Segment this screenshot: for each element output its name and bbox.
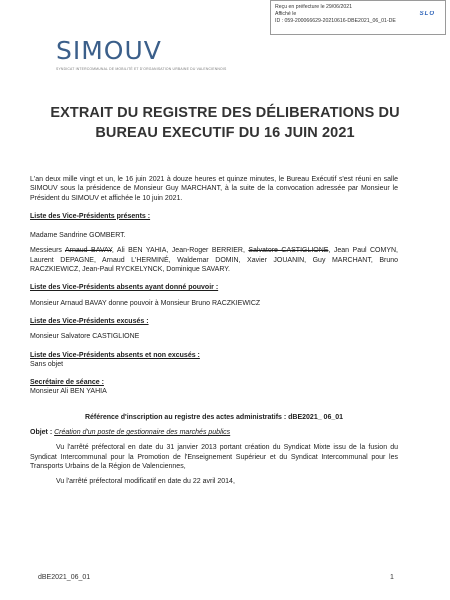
secretary-heading: Secrétaire de séance : — [30, 379, 104, 387]
stamp-posted-line: Affiché le — [275, 11, 297, 17]
page-number: 1 — [390, 574, 394, 581]
logo-subtitle: SYNDICAT INTERCOMMUNAL DE MOBILITÉ ET D'ORGANISATION URBAINE DU VALENCIENNOIS — [56, 67, 227, 71]
footer-reference: dBE2021_06_01 — [38, 574, 91, 581]
excused-text: Monsieur Salvatore CASTIGLIONE — [30, 333, 140, 341]
document-body — [30, 175, 398, 487]
stamp-id-line: ID : 059-200066629-20210616-DBE2021_06_01-DE — [275, 18, 396, 24]
stamp-posted-row — [275, 11, 441, 18]
absent-unexcused-heading: Liste des Vice-Présidents absents et non excusés : — [30, 351, 200, 359]
present-messieurs: Messieurs Arnaud BAVAY, Ali BEN YAHIA, Jean-Roger BERRIER, Salvatore CASTIGLIONE, Jean Paul COMYN, Laurent DEPAGNE, Arnaud L'HERMINÉ, Waldemar DOMIN, Xavier JOUANIN, Guy MARCHANT, Bruno RACZKIEWICZ, Jean-Paul RYCKELYNCK, Dominique SAVARY. — [30, 247, 398, 274]
vu-paragraph-1: Vu l'arrêté préfectoral en date du 31 janvier 2013 portant création du Syndicat Mixte issu de la fusion du Syndicat Intercommunal pour la Promotion de l'Enseignement Supérieur et du Syndicat Intercommunal pour les Transports Urbains de la Région de Valenciennes, — [30, 444, 398, 470]
present-heading: Liste des Vice-Présidents présents : — [30, 212, 151, 220]
title-line-1: EXTRAIT DU REGISTRE DES DÉLIBERATIONS DU — [50, 105, 400, 121]
title-line-2: BUREAU EXECUTIF DU 16 JUIN 2021 — [95, 125, 355, 141]
secretary-text: Monsieur Ali BEN YAHIA — [30, 388, 107, 396]
struck-name-bavay: Arnaud BAVAY — [64, 247, 112, 255]
absent-unexcused-text: Sans objet — [30, 360, 64, 368]
intro-paragraph: L'an deux mille vingt et un, le 16 juin 2021 à douze heures et quinze minutes, le Bureau Exécutif s'est réuni en salle SIMOUV sous la présidence de Monsieur Guy MARCHANT, à la suite de la convocation adressée par Monsieur le Président du SIMOUV et affichée le 10 juin 2021. — [30, 176, 398, 202]
vu-paragraph-2: Vu l'arrêté préfectoral modificatif en date du 22 avril 2014, — [56, 478, 235, 486]
stamp-received-line: Reçu en préfecture le 29/06/2021 — [275, 4, 353, 10]
document-title — [30, 103, 420, 143]
registry-reference: Référence d'inscription au registre des actes administratifs : dBE2021_ 06_01 — [84, 413, 344, 421]
stamp-slo-mark: SLO — [419, 11, 435, 17]
absent-proxy-text: Monsieur Arnaud BAVAY donne pouvoir à Monsieur Bruno RACZKIEWICZ — [30, 299, 261, 307]
object-text: Création d'un poste de gestionnaire des marchés publics — [54, 429, 231, 437]
object-line: Objet : Création d'un poste de gestionnaire des marchés publics — [30, 429, 231, 437]
excused-heading: Liste des Vice-Présidents excusés : — [30, 317, 149, 325]
present-madame: Madame Sandrine GOMBERT. — [30, 232, 126, 240]
logo-name: SIMOUV — [56, 36, 162, 65]
struck-name-castiglione: Salvatore CASTIGLIONE — [248, 247, 329, 255]
prefecture-receipt-stamp — [270, 0, 446, 35]
absent-proxy-heading: Liste des Vice-Présidents absents ayant donné pouvoir : — [30, 284, 219, 292]
simouv-logo — [56, 36, 227, 82]
